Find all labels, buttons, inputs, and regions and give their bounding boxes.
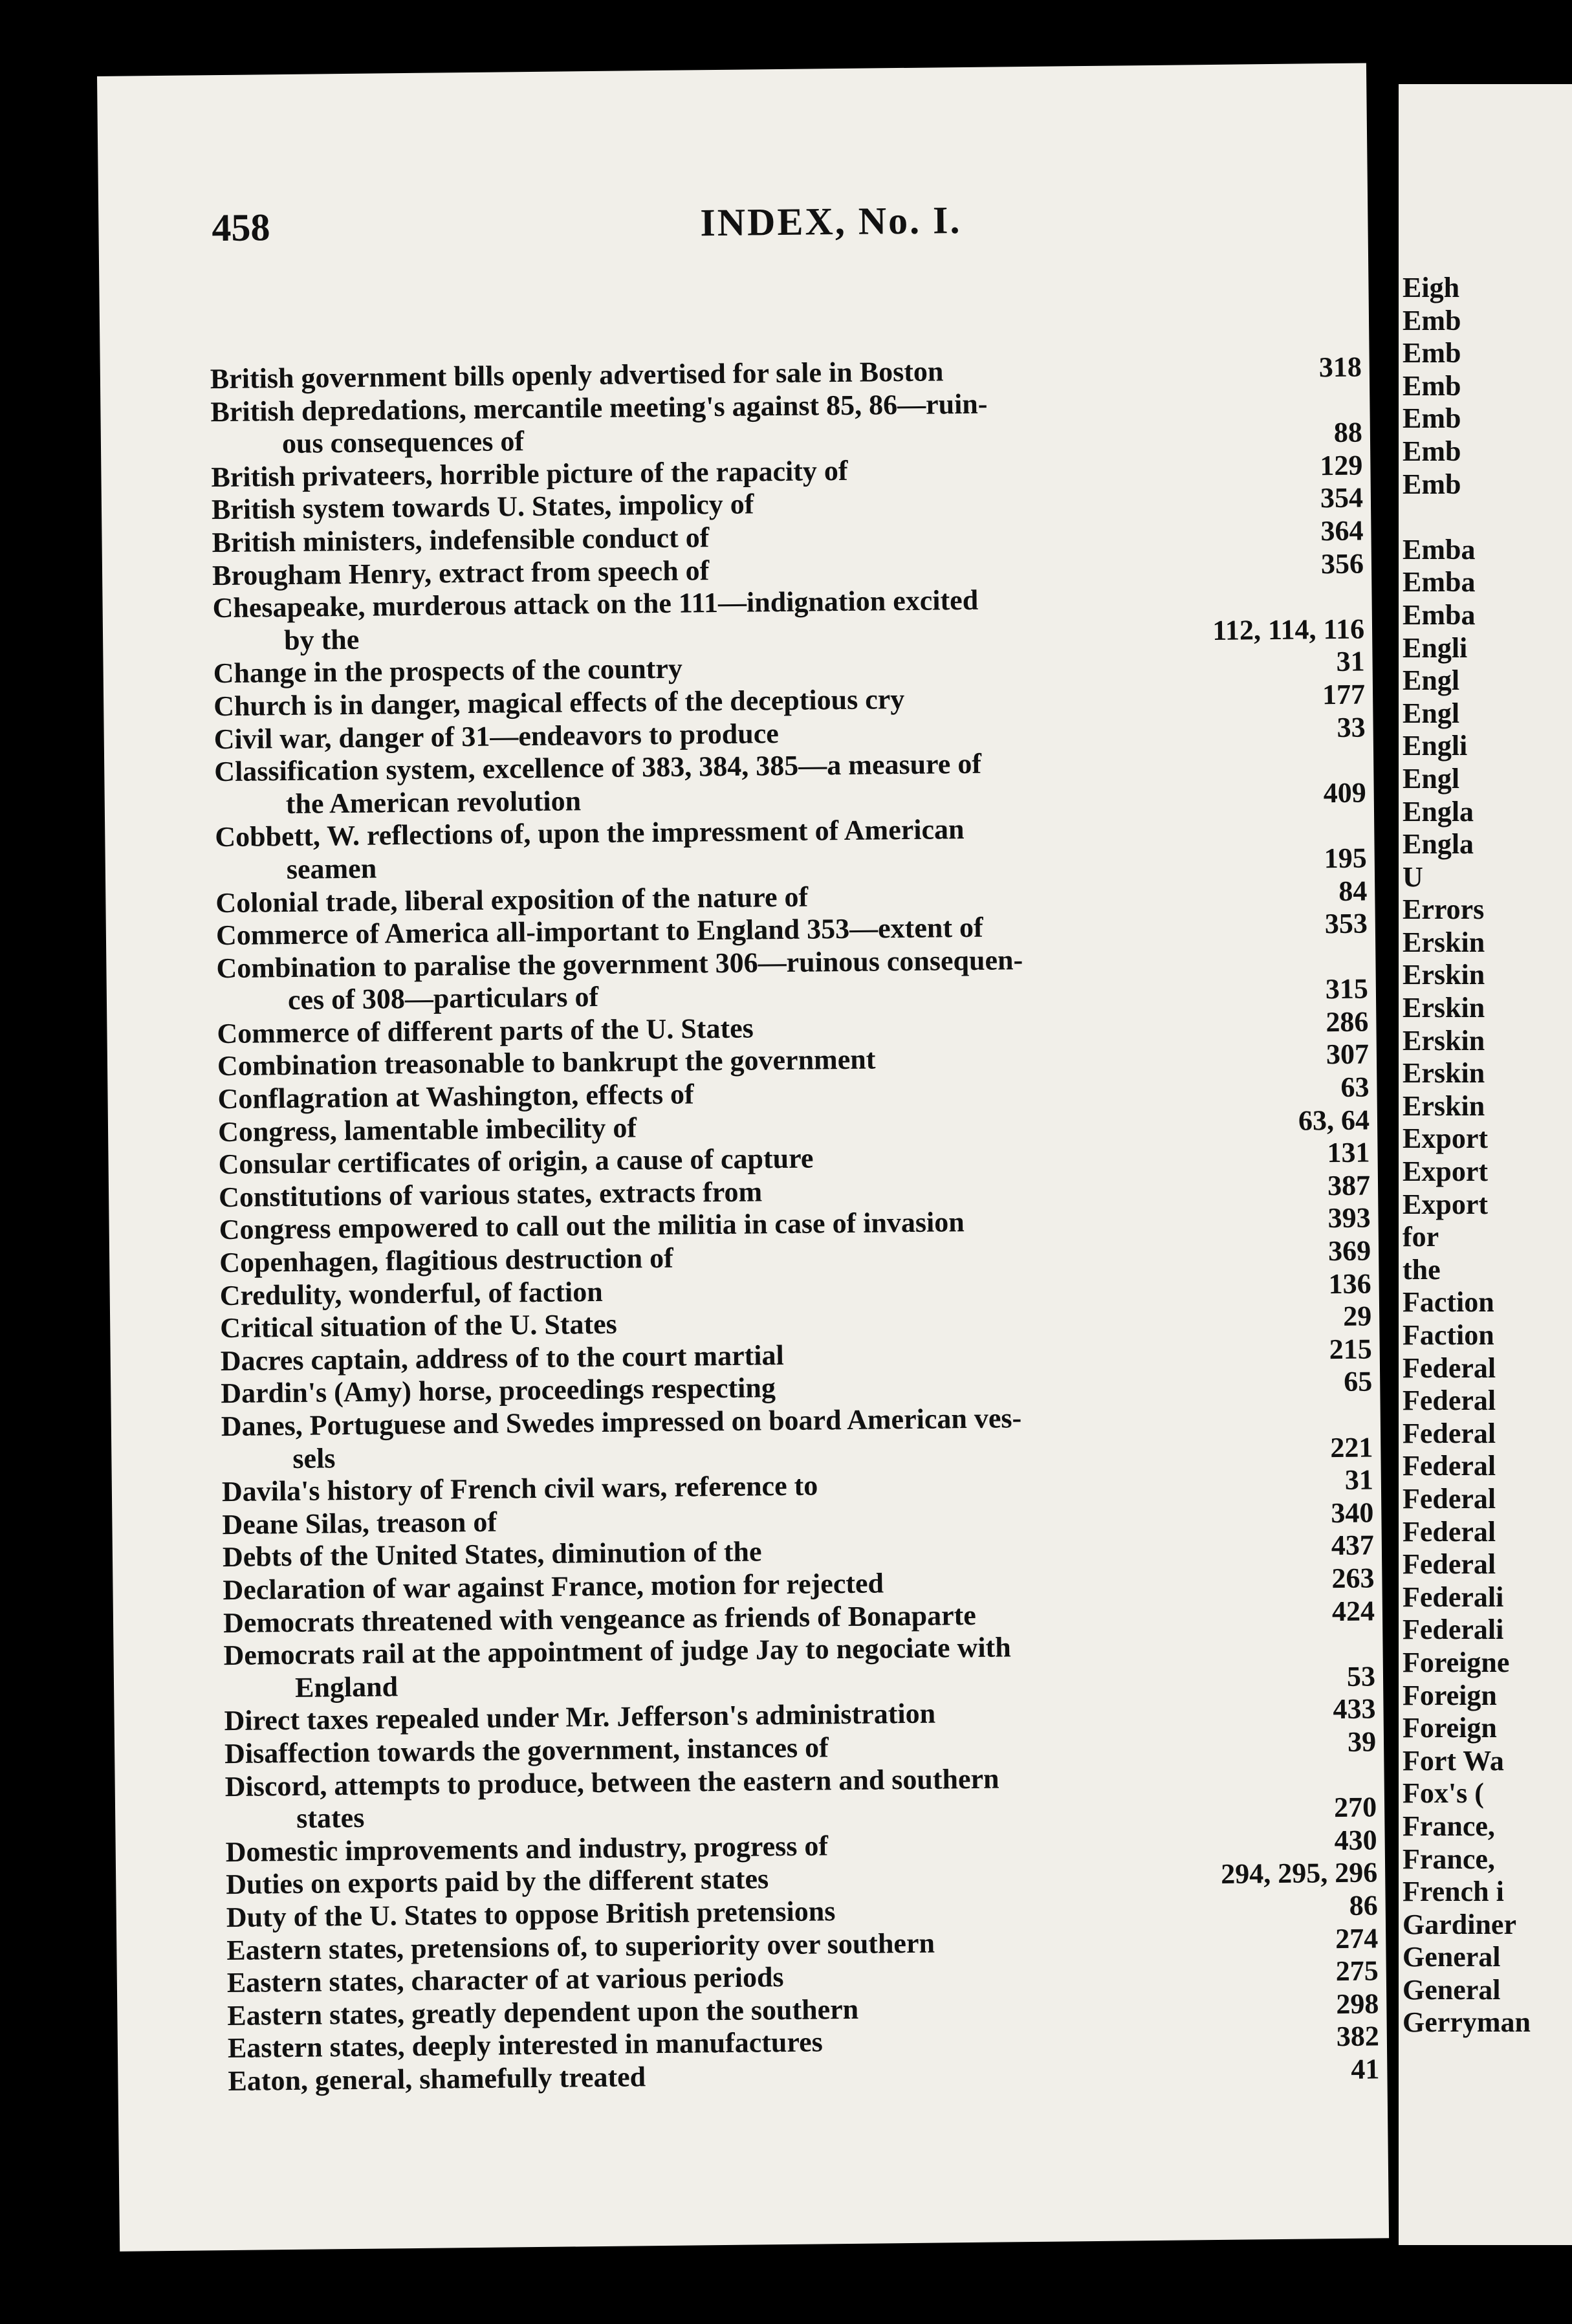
- entry-page-numbers: 33: [1337, 711, 1366, 743]
- right-page-entry-fragment: General: [1403, 1941, 1501, 1973]
- right-page-entry-fragment: Emb: [1403, 468, 1461, 500]
- right-page-entries: [1403, 272, 1571, 2039]
- entry-page-numbers: 353: [1324, 907, 1368, 940]
- index-entry: [215, 809, 1367, 887]
- right-page-entry-fragment: Faction: [1403, 1286, 1494, 1319]
- right-page-entry-fragment: Federal: [1403, 1450, 1496, 1482]
- entry-continuation: England: [294, 1671, 398, 1704]
- right-page-entry-fragment: France,: [1403, 1810, 1495, 1842]
- right-page-entry-fragment: Federal: [1403, 1548, 1496, 1581]
- right-page-entry-fragment: Federal: [1403, 1482, 1496, 1515]
- right-page-entry-fragment: General: [1403, 1973, 1501, 2006]
- index-entry: [224, 1759, 1377, 1836]
- entry-heading: Dardin's (Amy) horse, proceedings respecting: [221, 1372, 776, 1410]
- index-entry: [221, 1398, 1373, 1476]
- entry-heading: Democrats rail at the appointment of judge Jay to negociate with: [223, 1631, 1011, 1672]
- entry-page-numbers: 65: [1343, 1365, 1373, 1398]
- entry-page-numbers: 382: [1336, 2020, 1380, 2053]
- right-page-entry-fragment: Engl: [1403, 664, 1460, 697]
- entry-page-numbers: 430: [1334, 1824, 1377, 1856]
- entry-heading: British government bills openly advertised for sale in Boston: [210, 355, 944, 395]
- right-page-entry-fragment: Fox's (: [1403, 1777, 1484, 1810]
- entry-heading: Colonial trade, liberal exposition of the nature of: [215, 881, 809, 919]
- entry-heading: Eastern states, deeply interested in manufactures: [227, 2026, 823, 2065]
- right-page-entry-fragment: Emb: [1403, 304, 1461, 336]
- entry-heading: British privateers, horrible picture of the rapacity of: [211, 454, 848, 493]
- entry-heading: Change in the prospects of the country: [213, 652, 683, 690]
- entry-page-numbers: 387: [1327, 1169, 1371, 1202]
- entry-continuation: seamen: [286, 852, 377, 885]
- entry-page-numbers: 433: [1333, 1693, 1376, 1726]
- entry-heading: Classification system, excellence of 383, 384, 385—a measure of: [214, 747, 982, 788]
- entry-page-numbers: 340: [1331, 1496, 1374, 1529]
- entry-heading: Congress, lamentable imbecility of: [217, 1112, 637, 1148]
- entry-page-numbers: 263: [1331, 1562, 1375, 1595]
- right-page-entry-fragment: Emb: [1403, 337, 1461, 369]
- entry-page-numbers: 318: [1318, 351, 1362, 384]
- entry-page-numbers: 31: [1336, 645, 1365, 678]
- entry-page-numbers: 307: [1326, 1038, 1370, 1071]
- right-page-entry-fragment: Engli: [1403, 730, 1468, 762]
- right-page-entry-fragment: Erskin: [1403, 926, 1485, 958]
- right-page-entry-fragment: Engla: [1403, 828, 1474, 861]
- index-entry: [214, 744, 1366, 822]
- right-page-entry-fragment: the: [1403, 1253, 1441, 1286]
- entry-page-numbers: 221: [1330, 1431, 1373, 1463]
- entry-page-numbers: 294, 295, 296: [1220, 1856, 1378, 1891]
- entry-heading: Church is in danger, magical effects of the deceptious cry: [213, 683, 905, 723]
- right-page-entry-fragment: [1403, 501, 1571, 534]
- entry-heading: Constitutions of various states, extracts from: [218, 1176, 763, 1213]
- entry-heading: Critical situation of the U. States: [220, 1308, 617, 1344]
- right-page-entry-fragment: France,: [1403, 1843, 1495, 1875]
- entry-page-numbers: 39: [1347, 1726, 1377, 1758]
- right-page-entry-fragment: Emba: [1403, 533, 1476, 565]
- right-page-entry-fragment: French i: [1403, 1876, 1504, 1908]
- entry-heading: British ministers, indefensible conduct of: [212, 521, 710, 559]
- entry-heading: Davila's history of French civil wars, reference to: [221, 1469, 818, 1508]
- right-page-entry-fragment: Erskin: [1403, 959, 1485, 991]
- entry-page-numbers: 88: [1333, 416, 1363, 449]
- entry-page-numbers: 369: [1327, 1234, 1371, 1267]
- entry-heading: Combination treasonable to bankrupt the government: [217, 1043, 876, 1082]
- right-page-entry-fragment: Erskin: [1403, 1057, 1485, 1090]
- entry-page-numbers: 274: [1335, 1922, 1379, 1955]
- right-page-entry-fragment: Federal: [1403, 1417, 1496, 1449]
- entry-heading: Debts of the United States, diminution of the: [222, 1535, 762, 1573]
- right-page-entry-fragment: Engl: [1403, 697, 1460, 729]
- entry-page-numbers: 195: [1324, 842, 1368, 875]
- entry-page-numbers: 298: [1336, 1988, 1379, 2020]
- entry-page-numbers: 31: [1344, 1463, 1374, 1496]
- right-page-entry-fragment: Export: [1403, 1156, 1488, 1188]
- page-header: [212, 194, 1364, 271]
- running-title: INDEX, No. I.: [700, 199, 962, 245]
- right-page-entry-fragment: U: [1403, 861, 1423, 893]
- entry-heading: Duty of the U. States to oppose British pretensions: [226, 1895, 836, 1933]
- entry-heading: Dacres captain, address of to the court martial: [220, 1339, 784, 1377]
- entry-page-numbers: 129: [1320, 449, 1363, 482]
- right-page-entry-fragment: Federal: [1403, 1352, 1496, 1384]
- entry-heading: Domestic improvements and industry, progress of: [225, 1830, 829, 1868]
- right-page: [1399, 84, 1572, 2245]
- right-page-entry-fragment: Gardiner: [1403, 1908, 1516, 1940]
- entry-page-numbers: 275: [1335, 1955, 1379, 1988]
- right-page-entry-fragment: Export: [1403, 1123, 1488, 1155]
- entry-heading: Conflagration at Washington, effects of: [217, 1078, 694, 1115]
- index-entries: [210, 351, 1380, 2098]
- right-page-entry-fragment: Emb: [1403, 435, 1461, 467]
- index-entry: [216, 940, 1368, 1018]
- entry-page-numbers: 215: [1329, 1333, 1372, 1365]
- right-page-entry-fragment: Emb: [1403, 402, 1461, 435]
- index-entry: [223, 1628, 1375, 1705]
- entry-heading: Eastern states, pretensions of, to superiority over southern: [226, 1927, 935, 1966]
- entry-page-numbers: 177: [1322, 678, 1366, 711]
- right-page-entry-fragment: Engli: [1403, 631, 1468, 664]
- entry-heading: Civil war, danger of 31—endeavors to produce: [213, 717, 780, 755]
- right-page-entry-fragment: Foreigne: [1403, 1646, 1510, 1678]
- right-page-entry-fragment: Federali: [1403, 1581, 1504, 1613]
- entry-heading: Chesapeake, murderous attack on the 111—indignation excited: [212, 584, 979, 624]
- entry-heading: Declaration of war against France, motion for rejected: [223, 1567, 884, 1606]
- right-page-entry-fragment: Emba: [1403, 598, 1476, 631]
- entry-heading: Credulity, wonderful, of faction: [219, 1275, 603, 1311]
- entry-continuation: states: [296, 1801, 365, 1835]
- right-page-entry-fragment: Gerryman: [1403, 2006, 1531, 2039]
- right-page-entry-fragment: Engl: [1403, 762, 1460, 795]
- right-page-entry-fragment: Engla: [1403, 795, 1474, 828]
- entry-page-numbers: 354: [1320, 481, 1364, 514]
- entry-heading: Commerce of America all-important to England 353—extent of: [215, 911, 983, 952]
- entry-heading: Eastern states, greatly dependent upon the southern: [227, 1993, 859, 2032]
- entry-continuation: the American revolution: [285, 784, 582, 820]
- entry-heading: Discord, attempts to produce, between the eastern and southern: [224, 1762, 999, 1803]
- entry-heading: Democrats threatened with vengeance as friends of Bonaparte: [223, 1599, 977, 1639]
- entry-page-numbers: 286: [1326, 1005, 1369, 1038]
- entry-page-numbers: 84: [1338, 875, 1368, 907]
- right-page-entry-fragment: Export: [1403, 1188, 1488, 1220]
- entry-heading: Congress empowered to call out the militia in case of invasion: [219, 1206, 965, 1246]
- entry-heading: Danes, Portuguese and Swedes impressed on board American ves-: [221, 1402, 1022, 1443]
- index-entry: [210, 384, 1362, 461]
- entry-page-numbers: 63: [1340, 1071, 1370, 1104]
- entry-page-numbers: 86: [1349, 1889, 1378, 1922]
- right-page-entry-fragment: Federal: [1403, 1385, 1496, 1417]
- entry-page-numbers: 112, 114, 116: [1212, 613, 1365, 646]
- right-page-entry-fragment: Faction: [1403, 1319, 1494, 1351]
- entry-page-numbers: 409: [1323, 776, 1366, 809]
- right-page-entry-fragment: Eigh: [1403, 272, 1460, 303]
- right-page-entry-fragment: Emba: [1403, 566, 1476, 598]
- entry-page-numbers: 393: [1327, 1201, 1371, 1234]
- entry-page-numbers: 315: [1325, 972, 1369, 1005]
- entry-page-numbers: 424: [1331, 1595, 1375, 1627]
- entry-heading: Consular certificates of origin, a cause of capture: [218, 1142, 814, 1181]
- right-page-entry-fragment: Fort Wa: [1403, 1744, 1504, 1777]
- entry-heading: Deane Silas, treason of: [222, 1506, 497, 1540]
- entry-heading: Brougham Henry, extract from speech of: [212, 554, 710, 591]
- right-page-entry-fragment: Federal: [1403, 1515, 1496, 1548]
- entry-page-numbers: 53: [1346, 1660, 1376, 1693]
- entry-heading: Duties on exports paid by the different states: [226, 1863, 769, 1901]
- entry-heading: Disaffection towards the government, instances of: [224, 1731, 829, 1770]
- entry-heading: Combination to paralise the government 306—ruinous consequen-: [216, 943, 1023, 984]
- entry-page-numbers: 41: [1351, 2053, 1380, 2085]
- right-page-entry-fragment: Erskin: [1403, 1024, 1485, 1057]
- entry-heading: Commerce of different parts of the U. States: [217, 1012, 754, 1050]
- entry-heading: Direct taxes repealed under Mr. Jefferson's administration: [224, 1697, 936, 1737]
- entry-page-numbers: 136: [1328, 1267, 1371, 1300]
- right-page-entry-fragment: for: [1403, 1221, 1439, 1253]
- right-page-entry-fragment: Foreign: [1403, 1679, 1497, 1711]
- entry-page-numbers: 437: [1331, 1529, 1375, 1562]
- right-page-entry-fragment: Erskin: [1403, 1090, 1485, 1122]
- entry-page-numbers: 29: [1342, 1300, 1372, 1333]
- entry-heading: British depredations, mercantile meeting's against 85, 86—ruin-: [210, 388, 988, 428]
- entry-heading: British system towards U. States, impolicy of: [211, 488, 754, 526]
- entry-page-numbers: 131: [1327, 1136, 1370, 1169]
- entry-continuation: ces of 308—particulars of: [287, 981, 599, 1016]
- right-page-entry-fragment: Foreign: [1403, 1712, 1497, 1744]
- left-page: [97, 63, 1389, 2251]
- entry-heading: Eastern states, character of at various periods: [226, 1961, 784, 1999]
- entry-page-numbers: 63, 64: [1298, 1104, 1370, 1137]
- entry-heading: Eaton, general, shamefully treated: [228, 2061, 646, 2097]
- right-page-entry-fragment: Federali: [1403, 1614, 1504, 1646]
- page-number: 458: [212, 206, 270, 250]
- right-page-entry-fragment: Erskin: [1403, 992, 1485, 1024]
- entry-continuation: ous consequences of: [281, 425, 525, 460]
- entry-continuation: sels: [292, 1442, 336, 1474]
- entry-heading: Cobbett, W. reflections of, upon the impressment of American: [215, 813, 965, 853]
- index-entry: [212, 580, 1364, 658]
- entry-page-numbers: 356: [1320, 547, 1364, 580]
- right-page-entry-fragment: Errors: [1403, 893, 1485, 926]
- right-page-entry-fragment: Emb: [1403, 369, 1461, 402]
- entry-page-numbers: 270: [1333, 1791, 1377, 1824]
- entry-heading: Copenhagen, flagitious destruction of: [219, 1242, 674, 1279]
- entry-page-numbers: 364: [1320, 514, 1364, 547]
- entry-continuation: by the: [283, 623, 360, 656]
